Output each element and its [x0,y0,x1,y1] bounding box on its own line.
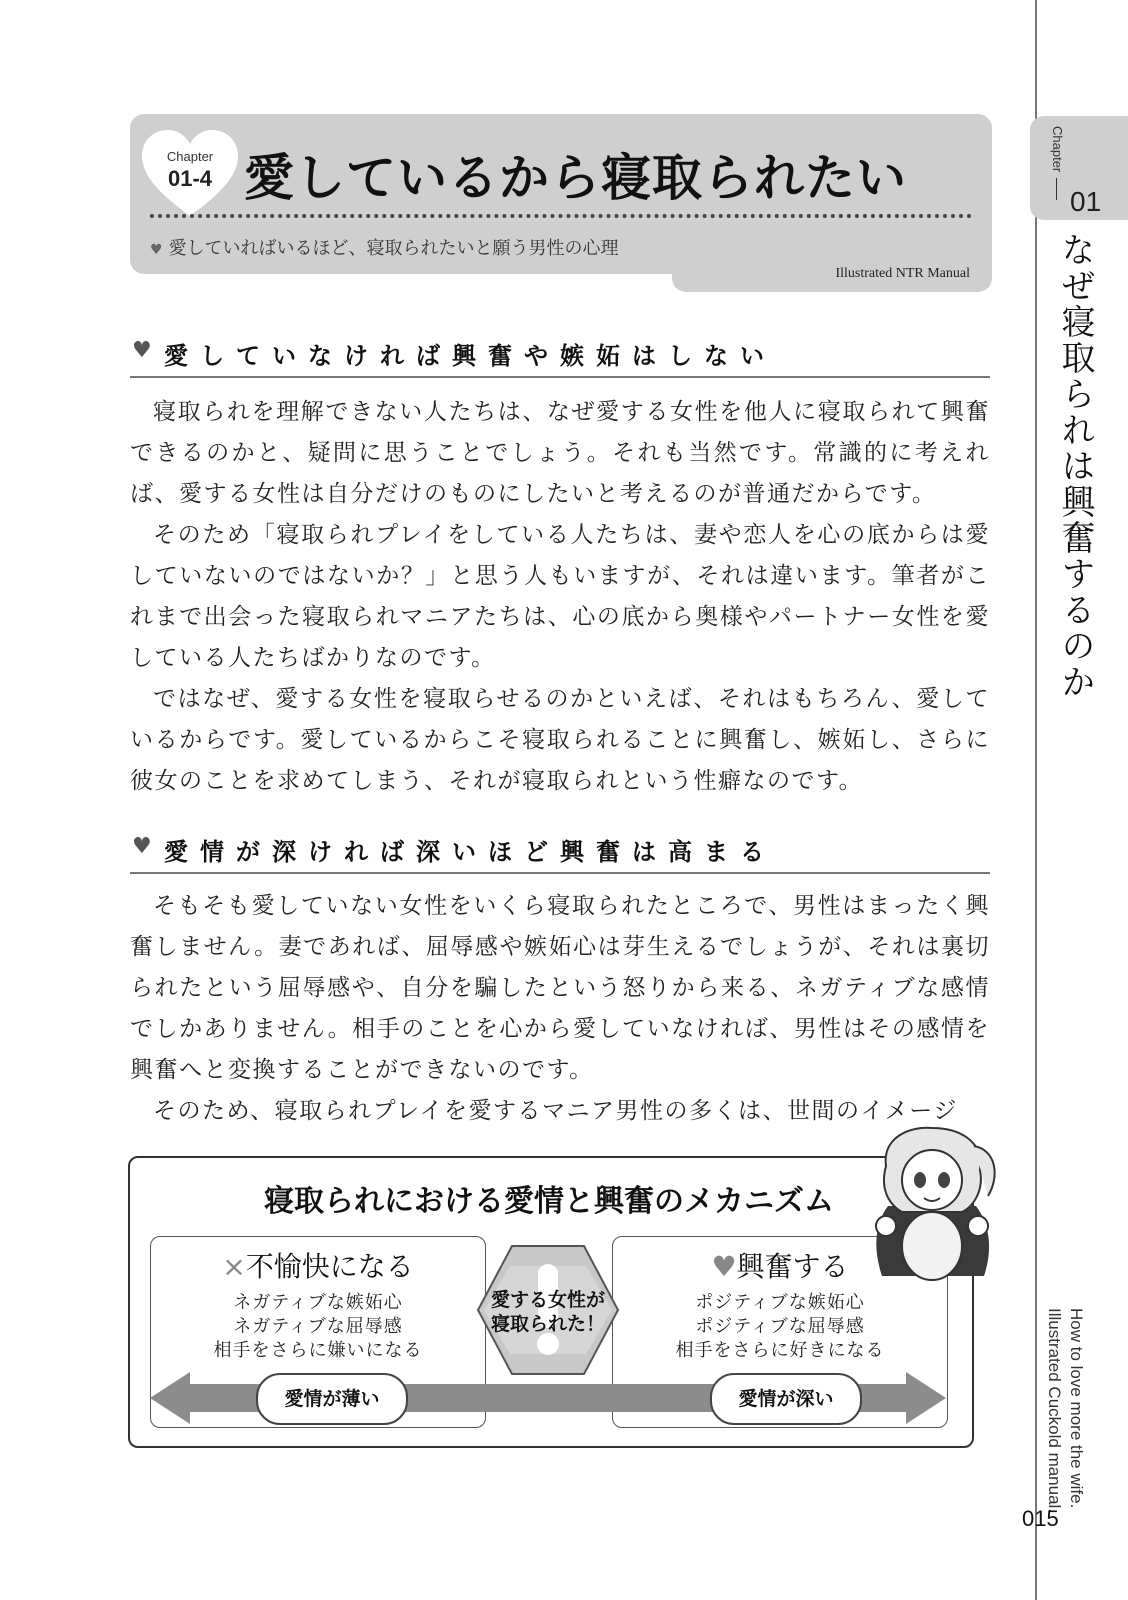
badge-chapter-label: Chapter [166,149,214,164]
panel-lines [613,1291,947,1363]
paragraph: 寝取られを理解できない人たちは、なぜ愛する女性を他人に寝取られて興奮できるのかと、疑問に思うことでしょう。それも当然です。常識的に考えれば、愛する女性は自分だけのものにしたいと考えるのが普通だからです。 [130,399,991,507]
cross-icon: × [222,1250,246,1283]
paragraph: そもそも愛していない女性をいくら寝取られたところで、男性はまったく興奮しません。妻であれば、屈辱感や嫉妬心は芽生えるでしょうが、それは裏切られたという屈辱感や、自分を騙したという怒りから来る、ネガティブな感情でしかありません。相手のことを心から愛していなければ、男性はその感情を興奮へと変換することができないのです。 [130,893,990,1083]
chapter-tab-number: 01 [1070,186,1102,217]
panel-line: 相手をさらに嫌いになる [213,1340,423,1361]
diagram-title: 寝取られにおける愛情と興奮のメカニズム [264,1184,834,1219]
section-heading-2 [130,826,990,874]
center-callout-line1: 愛する女性が [490,1289,605,1311]
title-divider [150,214,972,218]
panel-heading [151,1245,485,1285]
section-heading-text: 愛していなければ興奮や嫉妬はしない [164,342,776,370]
chapter-tab-bar [1056,178,1057,200]
heart-icon: ♥ [132,834,152,859]
subtitle-text: 愛していればいるほど、寝取られたいと願う男性の心理 [168,238,619,259]
character-illustration [862,1126,1002,1296]
heart-icon: ♥ [150,242,163,258]
panel-heading-text: 不愉快になる [245,1250,414,1283]
paragraph: ではなぜ、愛する女性を寝取らせるのかといえば、それはもちろん、愛しているからです。愛しているからこそ寝取られることに興奮し、嫉妬し、さらに彼女のことを求めてしまう、それが寝取られという性癖なのです。 [130,686,990,794]
manual-label: Illustrated NTR Manual [835,266,970,281]
center-callout [476,1288,620,1336]
panel-line: ポジティブな嫉妬心 [695,1292,865,1313]
paragraph: そのため「寝取られプレイをしている人たちは、妻や恋人を心の底からは愛していないのではないか？」と思う人もいますが、それは違います。筆者がこれまで出会った寝取られマニアたちは、心の底から奥様やパートナー女性を愛している人たちばかりなのです。 [130,522,990,671]
panel-line: ポジティブな屈辱感 [695,1316,865,1337]
section1-body [130,392,990,802]
heart-icon: ♥ [711,1250,737,1283]
badge-chapter-number: 01-4 [167,166,213,191]
tagline-line2: Illustrated Cuckold manual. [1045,1308,1064,1514]
rail-divider [1035,0,1037,1600]
tagline-line1: How to love more the wife. [1067,1308,1086,1509]
panel-heading-text: 興奮する [736,1250,849,1283]
subtitle [150,234,619,260]
chapter-vertical-title: なぜ寝取られは興奮するのか [1055,232,1095,700]
pill-affection-low: 愛情が薄い [256,1373,408,1425]
paragraph: そのため、寝取られプレイを愛するマニア男性の多くは、世間のイメージ [153,1098,958,1124]
section-heading-text: 愛情が深ければ深いほど興奮は高まる [164,838,776,866]
panel-lines [151,1291,485,1363]
chapter-tab [1030,116,1128,220]
page-number: 015 [1022,1506,1059,1531]
chapter-tab-label: Chapter [1050,126,1065,173]
book-tagline [1043,1308,1087,1513]
panel-line: ネガティブな嫉妬心 [233,1292,403,1313]
heart-icon: ♥ [132,338,152,363]
pill-affection-high: 愛情が深い [710,1373,862,1425]
center-callout-line2: 寝取られた！ [490,1313,605,1335]
section-heading-1 [130,330,990,378]
section2-body [130,886,990,1132]
panel-line: ネガティブな屈辱感 [233,1316,403,1337]
panel-line: 相手をさらに好きになる [675,1340,885,1361]
page-title: 愛しているから寝取られたい [244,149,907,207]
